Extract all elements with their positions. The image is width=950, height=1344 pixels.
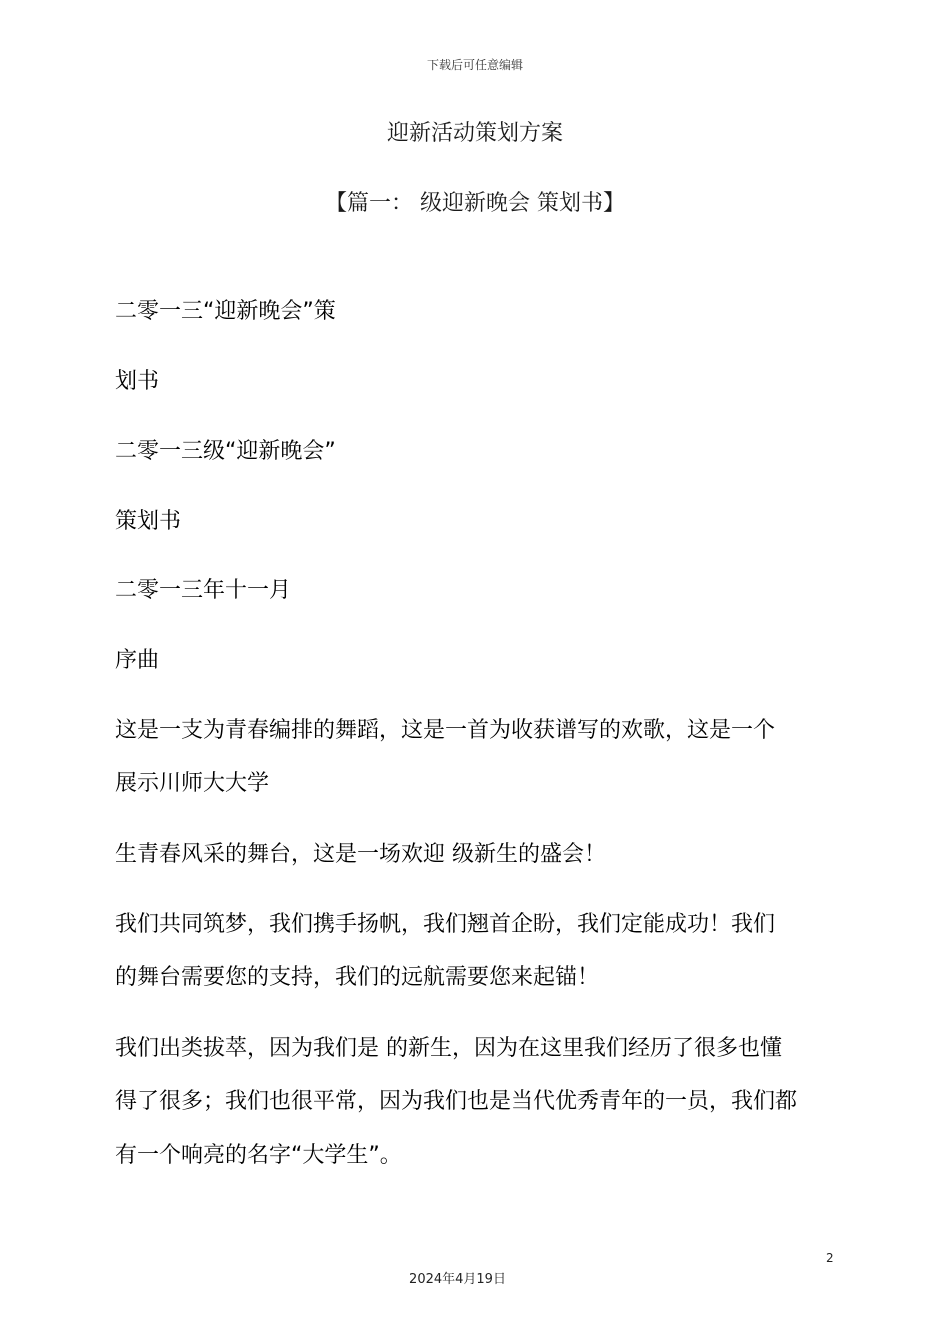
footer-date: 2024年4月19日	[409, 1272, 506, 1287]
body-line-3: 二零一三级“迎新晚会”	[115, 439, 336, 464]
header-note: 下载后可任意编辑	[426, 58, 523, 72]
body-line-14: 有一个响亮的名字“大学生”。	[115, 1143, 402, 1168]
document-title: 迎新活动策划方案	[386, 121, 563, 146]
body-line-8: 展示川师大大学	[115, 771, 270, 796]
body-line-4: 策划书	[115, 509, 182, 534]
body-line-11: 的舞台需要您的支持，我们的远航需要您来起锚！	[115, 965, 600, 990]
page-number: 2	[826, 1251, 834, 1265]
body-line-6: 序曲	[115, 648, 160, 673]
body-line-2: 划书	[115, 369, 160, 394]
body-line-5: 二零一三年十一月	[115, 578, 292, 603]
document-subtitle: 【篇一： 级迎新晚会 策划书】	[325, 191, 625, 216]
body-line-9: 生青春风采的舞台，这是一场欢迎 级新生的盛会！	[115, 842, 606, 867]
body-line-1: 二零一三“迎新晚会”策	[115, 299, 336, 324]
body-line-7: 这是一支为青春编排的舞蹈，这是一首为收获谱写的欢歌，这是一个	[115, 718, 776, 743]
body-line-13: 得了很多；我们也很平常，因为我们也是当代优秀青年的一员，我们都	[115, 1089, 798, 1114]
body-line-12: 我们出类拔萃，因为我们是 的新生，因为在这里我们经历了很多也懂	[115, 1036, 782, 1061]
body-line-10: 我们共同筑梦，我们携手扬帆，我们翘首企盼，我们定能成功！我们	[115, 912, 776, 937]
